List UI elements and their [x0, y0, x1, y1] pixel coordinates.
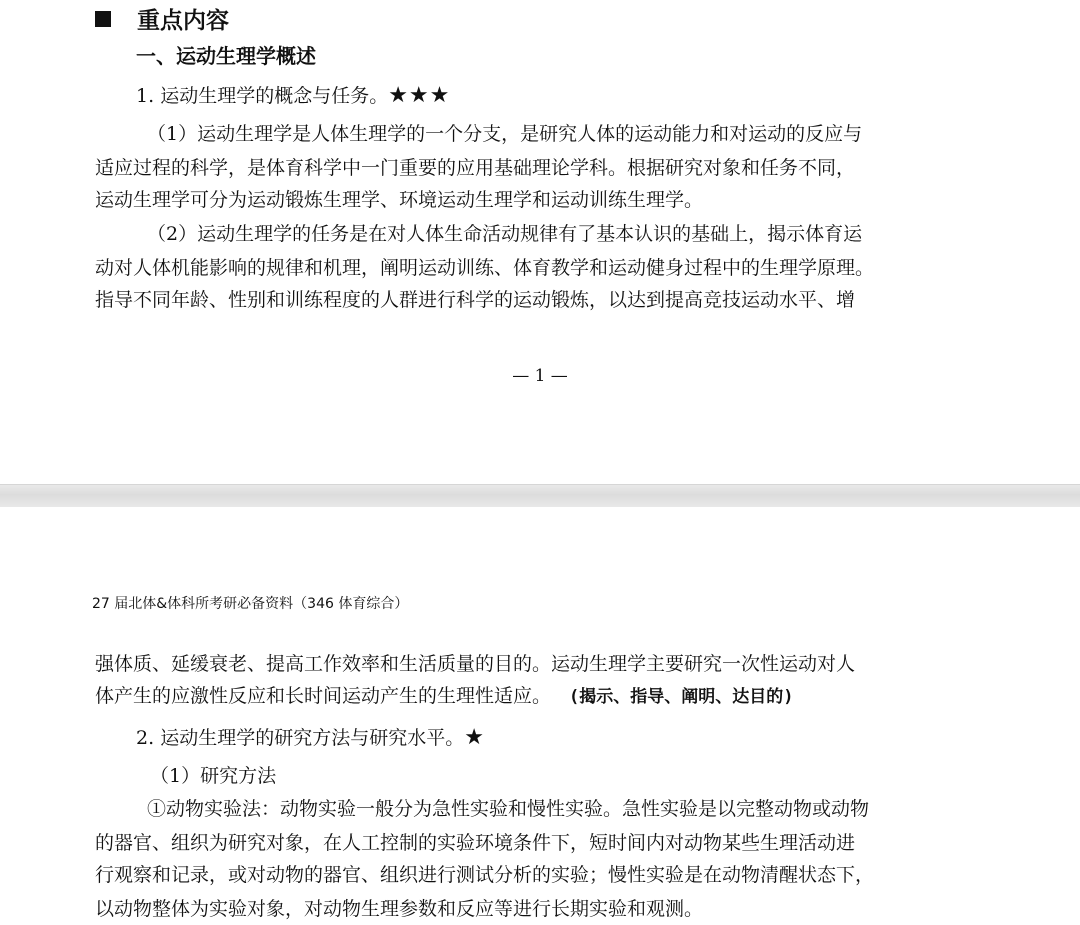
item-heading-1 — [136, 82, 450, 110]
paragraph-line: 的器官、组织为研究对象，在人工控制的实验环境条件下，短时间内对动物某些生理活动进 — [95, 832, 856, 854]
keyword-note: (揭示、指导、阐明、达目的) — [569, 687, 794, 707]
paragraph-line: 运动生理学可分为运动锻炼生理学、环境运动生理学和运动训练生理学。 — [95, 189, 704, 211]
paragraph-line: 指导不同年龄、性别和训练程度的人群进行科学的运动锻炼，以达到提高竞技运动水平、增 — [95, 289, 856, 311]
paragraph-line: （1）运动生理学是人体生理学的一个分支，是研究人体的运动能力和对运动的反应与 — [147, 123, 863, 145]
page-separator — [0, 484, 1080, 508]
item-number: 2. — [136, 727, 155, 749]
running-header: 27 届北体&体科所考研必备资料（346 体育综合） — [92, 596, 409, 612]
paragraph-line: 强体质、延缓衰老、提高工作效率和生活质量的目的。运动生理学主要研究一次性运动对人 — [95, 653, 856, 675]
document-page-2 — [0, 507, 1080, 925]
paragraph-line: 适应过程的科学，是体育科学中一门重要的应用基础理论学科。根据研究对象和任务不同， — [95, 157, 856, 179]
paragraph-line: 以动物整体为实验对象，对动物生理参数和反应等进行长期实验和观测。 — [95, 898, 704, 920]
section-heading — [95, 6, 229, 36]
paragraph-text: 体产生的应激性反应和长时间运动产生的生理性适应。 — [95, 685, 552, 707]
page-number: — 1 — — [512, 366, 568, 386]
method-heading: （1）研究方法 — [150, 765, 277, 787]
star-rating-icon: ★ — [464, 725, 485, 750]
item-title: 运动生理学的研究方法与研究水平。 — [160, 727, 465, 749]
item-heading-2 — [136, 724, 485, 752]
paragraph-line: （2）运动生理学的任务是在对人体生命活动规律有了基本认识的基础上，揭示体育运 — [147, 223, 863, 245]
paragraph-line — [95, 683, 925, 710]
section-heading-text: 重点内容 — [137, 7, 229, 34]
item-title: 运动生理学的概念与任务。 — [160, 85, 389, 107]
sub-heading: 一、运动生理学概述 — [136, 44, 316, 68]
item-number: 1. — [136, 85, 155, 107]
paragraph-line: 动对人体机能影响的规律和机理，阐明运动训练、体育教学和运动健身过程中的生理学原理。 — [95, 257, 875, 279]
paragraph-line: 行观察和记录，或对动物的器官、组织进行测试分析的实验；慢性实验是在动物清醒状态下， — [95, 864, 875, 886]
paragraph-line: ①动物实验法：动物实验一般分为急性实验和慢性实验。急性实验是以完整动物或动物 — [147, 798, 870, 820]
star-rating-icon: ★★★ — [388, 83, 451, 108]
square-bullet-icon — [95, 11, 111, 27]
